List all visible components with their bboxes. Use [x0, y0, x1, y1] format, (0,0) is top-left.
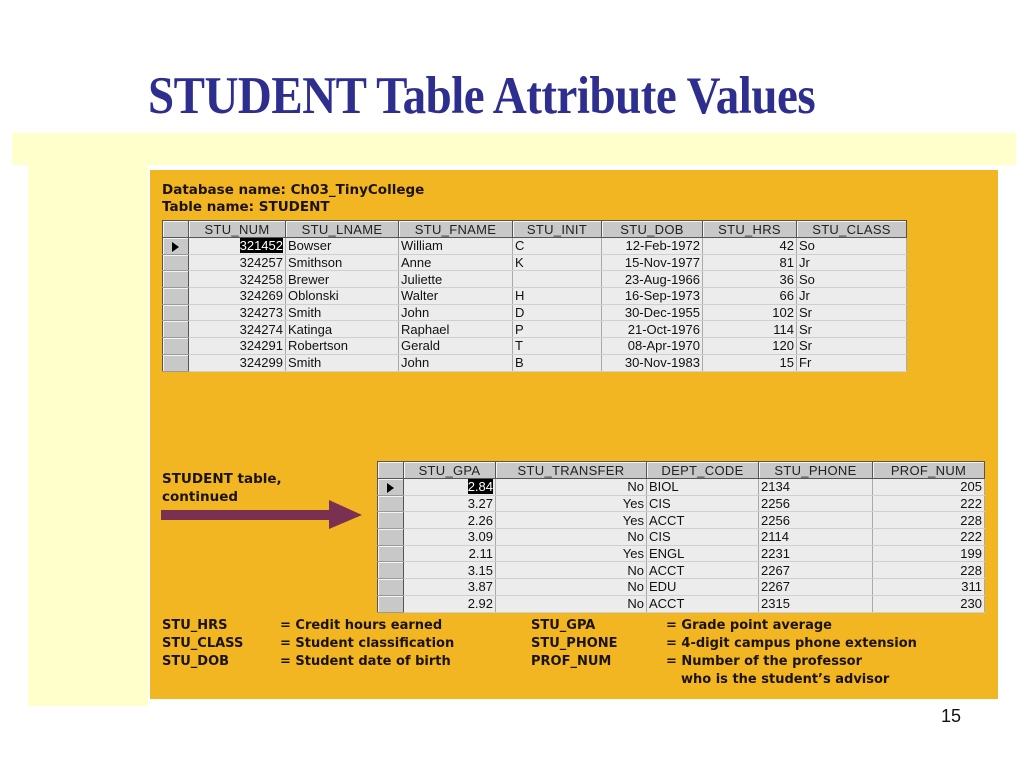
table-cell[interactable]	[647, 512, 759, 529]
cell-value: ACCT	[649, 562, 685, 578]
table-cell[interactable]	[496, 495, 647, 512]
cell-value: K	[515, 255, 524, 271]
table-row[interactable]	[378, 562, 985, 579]
cell-value: Brewer	[288, 271, 330, 287]
cell-value: 324274	[239, 321, 283, 337]
table-cell[interactable]	[189, 271, 286, 288]
cell-value: 21-Oct-1976	[627, 321, 700, 337]
cell-value: 205	[960, 479, 982, 495]
cell-value: No	[627, 529, 644, 545]
legend-item-continuation	[531, 671, 917, 689]
cell-value: Yes	[622, 496, 644, 512]
table-cell[interactable]	[399, 304, 513, 321]
table-cell[interactable]	[703, 354, 797, 371]
cell-value: 2231	[761, 546, 790, 562]
cell-value: Katinga	[288, 321, 333, 337]
table-cell[interactable]	[647, 562, 759, 579]
table-cell[interactable]	[496, 595, 647, 612]
row-selector[interactable]	[163, 254, 189, 271]
table-cell[interactable]	[399, 238, 513, 255]
legend-item	[531, 653, 917, 671]
table-cell[interactable]	[513, 338, 602, 355]
cell-value: Raphael	[401, 321, 450, 337]
table-cell[interactable]	[399, 254, 513, 271]
table-cell[interactable]	[513, 321, 602, 338]
cell-value: P	[515, 321, 524, 337]
cell-value: CIS	[649, 496, 671, 512]
decorative-strip-vertical	[28, 165, 148, 706]
row-selector[interactable]	[163, 354, 189, 371]
table-cell[interactable]	[703, 338, 797, 355]
cell-value: 2114	[761, 529, 789, 545]
row-selector[interactable]	[163, 321, 189, 338]
cell-value: 36	[779, 271, 794, 287]
table-cell[interactable]	[399, 354, 513, 371]
table-row[interactable]	[163, 288, 907, 305]
cell-value: T	[515, 338, 523, 354]
legend-value: = Credit hours earned	[280, 618, 443, 633]
database-name-label: Database name: Ch03_TinyCollege	[162, 182, 425, 198]
cell-value: C	[515, 238, 525, 254]
cell-value: 2.84	[467, 479, 493, 495]
cell-value: Yes	[622, 546, 644, 562]
table-cell[interactable]	[602, 271, 703, 288]
cell-value: EDU	[649, 579, 677, 595]
table-cell[interactable]	[759, 545, 873, 562]
table-cell[interactable]	[759, 579, 873, 596]
column-header[interactable]: STU_NUM	[189, 221, 286, 238]
cell-value: D	[515, 305, 525, 321]
cell-value: 324269	[239, 288, 283, 304]
current-record-pointer-icon	[172, 242, 179, 252]
cell-value: John	[401, 355, 430, 371]
continued-label-line2: continued	[162, 489, 239, 505]
table-cell[interactable]	[602, 321, 703, 338]
table-cell[interactable]	[797, 271, 907, 288]
cell-value: Gerald	[401, 338, 441, 354]
cell-value: Sr	[799, 321, 812, 337]
column-header[interactable]: STU_CLASS	[797, 221, 907, 238]
table-cell[interactable]	[647, 529, 759, 546]
cell-value: 321452	[239, 238, 283, 254]
legend-key: STU_GPA	[531, 618, 596, 633]
table-cell[interactable]	[404, 562, 496, 579]
table-cell[interactable]	[286, 338, 399, 355]
table-name-label: Table name: STUDENT	[162, 199, 330, 215]
table-cell[interactable]	[404, 479, 496, 496]
row-selector-header[interactable]	[378, 462, 404, 479]
row-selector[interactable]	[163, 271, 189, 288]
row-selector[interactable]	[163, 238, 189, 255]
row-selector[interactable]	[378, 529, 404, 546]
table-row[interactable]	[163, 271, 907, 288]
legend-value: = Student date of birth	[280, 654, 451, 669]
table-cell[interactable]	[189, 238, 286, 255]
table-cell[interactable]	[404, 512, 496, 529]
legend-right	[531, 617, 917, 689]
row-selector[interactable]	[378, 595, 404, 612]
table-cell[interactable]	[873, 479, 985, 496]
cell-value: 2315	[761, 596, 790, 612]
legend-value: = 4-digit campus phone extension	[666, 636, 917, 651]
table-cell[interactable]	[399, 288, 513, 305]
legend-key: STU_PHONE	[531, 636, 618, 651]
column-header[interactable]: STU_GPA	[404, 462, 496, 479]
table-cell[interactable]	[513, 254, 602, 271]
row-selector[interactable]	[163, 338, 189, 355]
cell-value: 2.11	[468, 546, 493, 562]
cell-value: 15	[779, 355, 794, 371]
cell-value: 324273	[239, 305, 283, 321]
table-cell[interactable]	[759, 529, 873, 546]
table-cell[interactable]	[404, 579, 496, 596]
table-cell[interactable]	[703, 321, 797, 338]
cell-value: 2.92	[467, 596, 493, 612]
current-record-pointer-icon	[387, 483, 394, 493]
table-cell[interactable]	[602, 238, 703, 255]
legend-item	[162, 653, 454, 671]
cell-value: 2267	[761, 579, 790, 595]
cell-value: Walter	[401, 288, 439, 304]
cell-value: 324258	[239, 271, 283, 287]
legend-key: PROF_NUM	[531, 654, 612, 669]
cell-value: 81	[779, 255, 794, 271]
row-selector[interactable]	[378, 512, 404, 529]
table-cell[interactable]	[759, 595, 873, 612]
cell-value: 16-Sep-1973	[624, 288, 700, 304]
row-selector[interactable]	[378, 545, 404, 562]
slide-title: STUDENT Table Attribute Values	[148, 67, 816, 126]
table-cell[interactable]	[703, 238, 797, 255]
row-selector[interactable]	[378, 495, 404, 512]
cell-value: 30-Dec-1955	[624, 305, 700, 321]
cell-value: 15-Nov-1977	[624, 255, 700, 271]
table-cell[interactable]	[873, 579, 985, 596]
table-cell[interactable]	[286, 288, 399, 305]
cell-value: 120	[772, 338, 794, 354]
table-row[interactable]	[378, 579, 985, 596]
table-cell[interactable]	[513, 271, 602, 288]
table-cell[interactable]	[496, 512, 647, 529]
cell-value: 23-Aug-1966	[624, 271, 700, 287]
table-cell[interactable]	[797, 321, 907, 338]
cell-value: No	[627, 562, 644, 578]
row-selector[interactable]	[378, 579, 404, 596]
table-cell[interactable]	[286, 254, 399, 271]
table-cell[interactable]	[404, 595, 496, 612]
cell-value: 2.26	[467, 512, 493, 528]
legend-item	[162, 617, 454, 635]
table-cell[interactable]	[513, 288, 602, 305]
table-cell[interactable]	[286, 304, 399, 321]
cell-value: Sr	[799, 338, 812, 354]
table-cell[interactable]	[647, 579, 759, 596]
cell-value: Sr	[799, 305, 812, 321]
cell-value: 228	[960, 562, 982, 578]
student-table-part1	[162, 220, 907, 372]
cell-value: John	[401, 305, 430, 321]
table-cell[interactable]	[647, 495, 759, 512]
table-cell[interactable]	[513, 238, 602, 255]
table-cell[interactable]	[703, 304, 797, 321]
continued-label-line1: STUDENT table,	[162, 471, 282, 487]
cell-value: H	[515, 288, 525, 304]
cell-value: So	[799, 238, 815, 254]
table-cell[interactable]	[873, 595, 985, 612]
cell-value: No	[627, 579, 644, 595]
table-cell[interactable]	[189, 321, 286, 338]
table-cell[interactable]	[496, 579, 647, 596]
table-cell[interactable]	[703, 254, 797, 271]
table-row[interactable]	[163, 338, 907, 355]
row-selector[interactable]	[163, 304, 189, 321]
cell-value: 114	[773, 321, 794, 337]
table-cell[interactable]	[496, 529, 647, 546]
column-header[interactable]: STU_DOB	[602, 221, 703, 238]
cell-value: William	[401, 238, 443, 254]
legend-value: = Number of the professor	[666, 654, 863, 669]
legend-value: = Student classification	[280, 636, 455, 651]
decorative-strip-horizontal	[12, 133, 1016, 165]
table-cell[interactable]	[286, 354, 399, 371]
cell-value: 2267	[761, 562, 790, 578]
cell-value: 311	[961, 579, 982, 595]
table-cell[interactable]	[703, 271, 797, 288]
cell-value: CIS	[649, 529, 671, 545]
table-cell[interactable]	[399, 338, 513, 355]
cell-value: 3.09	[467, 529, 493, 545]
row-selector-header[interactable]	[163, 221, 189, 238]
student-table-part2	[377, 461, 985, 613]
cell-value: Smith	[288, 355, 322, 371]
cell-value: 230	[960, 596, 982, 612]
legend-item	[531, 635, 917, 653]
table-cell[interactable]	[286, 238, 399, 255]
table-cell[interactable]	[496, 562, 647, 579]
table-row[interactable]	[163, 238, 907, 255]
table-cell[interactable]	[797, 304, 907, 321]
table-cell[interactable]	[602, 288, 703, 305]
table-cell[interactable]	[759, 479, 873, 496]
table-cell[interactable]	[513, 354, 602, 371]
cell-value: Jr	[799, 288, 810, 304]
table-cell[interactable]	[404, 545, 496, 562]
table-cell[interactable]	[496, 545, 647, 562]
table-cell[interactable]	[602, 338, 703, 355]
table-cell[interactable]	[797, 288, 907, 305]
cell-value: 30-Nov-1983	[624, 355, 700, 371]
table-cell[interactable]	[873, 545, 985, 562]
cell-value: 3.27	[467, 496, 493, 512]
table-row[interactable]	[163, 304, 907, 321]
table-row[interactable]	[163, 354, 907, 371]
column-header[interactable]: STU_FNAME	[399, 221, 513, 238]
table-cell[interactable]	[513, 304, 602, 321]
cell-value: Jr	[799, 255, 810, 271]
legend-key: STU_HRS	[162, 618, 228, 633]
cell-value: 2256	[761, 512, 790, 528]
table-row[interactable]	[378, 495, 985, 512]
cell-value: ACCT	[649, 512, 685, 528]
table-row[interactable]	[378, 545, 985, 562]
table-cell[interactable]	[189, 288, 286, 305]
table-cell[interactable]	[602, 304, 703, 321]
table-cell[interactable]	[404, 495, 496, 512]
table-cell[interactable]	[797, 338, 907, 355]
cell-value: 222	[960, 496, 982, 512]
cell-value: 3.87	[467, 579, 493, 595]
cell-value: 08-Apr-1970	[627, 338, 700, 354]
cell-value: ACCT	[649, 596, 685, 612]
legend-value: who is the student’s advisor	[681, 672, 890, 687]
column-header[interactable]: PROF_NUM	[873, 462, 985, 479]
cell-value: 199	[960, 546, 982, 562]
cell-value: Oblonski	[288, 288, 339, 304]
table-cell[interactable]	[602, 354, 703, 371]
table-row[interactable]	[378, 479, 985, 496]
cell-value: 102	[772, 305, 794, 321]
table-cell[interactable]	[703, 288, 797, 305]
table-cell[interactable]	[647, 545, 759, 562]
cell-value: BIOL	[649, 479, 679, 495]
cell-value: Yes	[622, 512, 644, 528]
page-number: 15	[941, 706, 962, 726]
cell-value: 66	[779, 288, 794, 304]
table-row[interactable]	[163, 321, 907, 338]
table-cell[interactable]	[286, 271, 399, 288]
cell-value: 42	[779, 238, 794, 254]
table-cell[interactable]	[797, 254, 907, 271]
table-cell[interactable]	[797, 238, 907, 255]
cell-value: No	[627, 479, 644, 495]
table-cell[interactable]	[873, 562, 985, 579]
table-cell[interactable]	[759, 495, 873, 512]
table-cell[interactable]	[873, 529, 985, 546]
table-cell[interactable]	[797, 354, 907, 371]
table-cell[interactable]	[647, 595, 759, 612]
legend-value: = Grade point average	[666, 618, 832, 633]
cell-value: 2134	[761, 479, 790, 495]
column-header[interactable]: STU_TRANSFER	[496, 462, 647, 479]
column-header[interactable]: STU_INIT	[513, 221, 602, 238]
column-header[interactable]: STU_HRS	[703, 221, 797, 238]
table-cell[interactable]	[189, 254, 286, 271]
column-header[interactable]: STU_LNAME	[286, 221, 399, 238]
cell-value: 3.15	[467, 562, 493, 578]
table-cell[interactable]	[399, 271, 513, 288]
table-cell[interactable]	[189, 304, 286, 321]
legend-item	[162, 635, 454, 653]
cell-value: 228	[960, 512, 982, 528]
cell-value: ENGL	[649, 546, 685, 562]
cell-value: 324291	[239, 338, 283, 354]
table-cell[interactable]	[286, 321, 399, 338]
row-selector[interactable]	[378, 562, 404, 579]
table-cell[interactable]	[404, 529, 496, 546]
legend-key: STU_CLASS	[162, 636, 244, 651]
cell-value: So	[799, 271, 815, 287]
table-row[interactable]	[378, 595, 985, 612]
table-cell[interactable]	[189, 354, 286, 371]
cell-value: Smithson	[288, 255, 343, 271]
row-selector[interactable]	[163, 288, 189, 305]
row-selector[interactable]	[378, 479, 404, 496]
legend-item	[531, 617, 917, 635]
cell-value: Fr	[799, 355, 812, 371]
table-cell[interactable]	[496, 479, 647, 496]
table-cell[interactable]	[759, 512, 873, 529]
cell-value: 12-Feb-1972	[625, 238, 700, 254]
legend-left	[162, 617, 454, 671]
table-cell[interactable]	[873, 512, 985, 529]
table-cell[interactable]	[399, 321, 513, 338]
table-row[interactable]	[378, 512, 985, 529]
cell-value: 2256	[761, 496, 790, 512]
cell-value: No	[627, 596, 644, 612]
table-cell[interactable]	[602, 254, 703, 271]
cell-value: 324257	[239, 255, 283, 271]
table-row[interactable]	[378, 529, 985, 546]
cell-value: Robertson	[288, 338, 348, 354]
cell-value: Juliette	[401, 271, 443, 287]
column-header[interactable]: STU_PHONE	[759, 462, 873, 479]
cell-value: 324299	[239, 355, 283, 371]
cell-value: 222	[960, 529, 982, 545]
table-row[interactable]	[163, 254, 907, 271]
cell-value: Smith	[288, 305, 322, 321]
table-cell[interactable]	[759, 562, 873, 579]
table-cell[interactable]	[189, 338, 286, 355]
cell-value: B	[515, 355, 524, 371]
table-cell[interactable]	[647, 479, 759, 496]
column-header[interactable]: DEPT_CODE	[647, 462, 759, 479]
arrow-right-icon	[161, 500, 366, 532]
legend-key: STU_DOB	[162, 654, 230, 669]
table-cell[interactable]	[873, 495, 985, 512]
cell-value: Bowser	[288, 238, 332, 254]
cell-value: Anne	[401, 255, 432, 271]
